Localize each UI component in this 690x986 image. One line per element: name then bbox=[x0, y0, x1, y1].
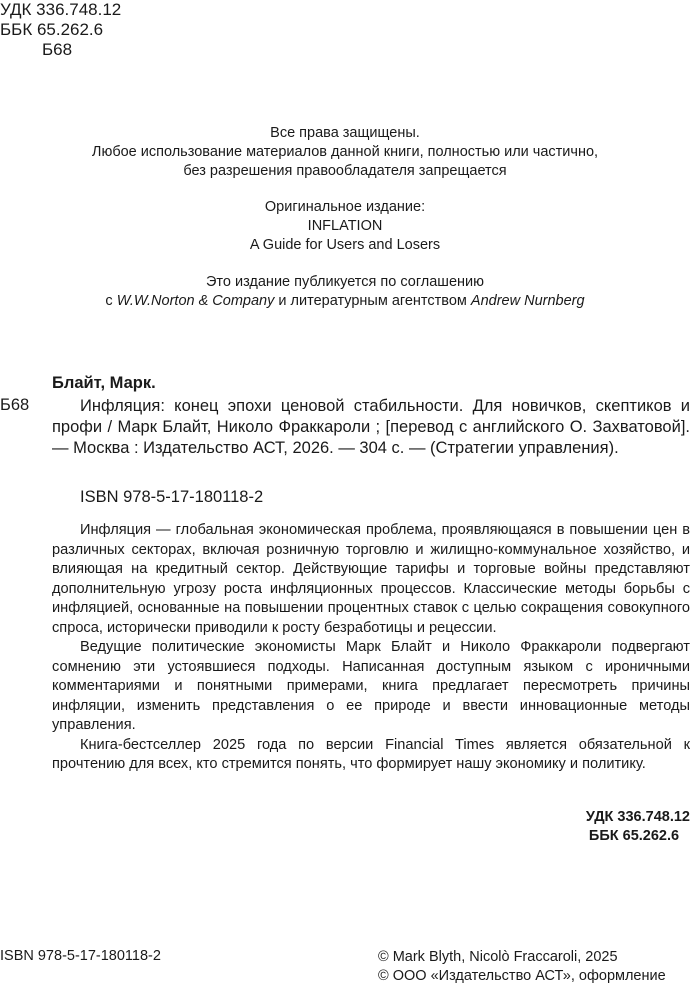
original-subtitle: A Guide for Users and Losers bbox=[249, 237, 441, 253]
original-edition bbox=[0, 198, 690, 255]
bbk-code: ББК 65.262.6 bbox=[0, 20, 104, 39]
original-label: Оригинальное издание: bbox=[264, 199, 426, 215]
rights-line-1: Все права защищены. bbox=[270, 125, 420, 141]
agreement-line-2 bbox=[0, 292, 690, 311]
agreement-middle: и литературным агентством bbox=[274, 293, 471, 309]
copyright-block bbox=[378, 948, 666, 986]
publication-agreement bbox=[0, 273, 690, 311]
bibliography-isbn: ISBN 978-5-17-180118-2 bbox=[80, 488, 264, 506]
bibliography-text: Инфляция: конец эпохи ценовой стабильности. Для новичков, скептиков и профи / Марк Блайт, Николо Фраккароли ; [перевод с английского О. Захватовой]. — Москва : Издательство АСТ, 2026. — 304 с. — (Стратегии управления). bbox=[52, 397, 690, 457]
bibliography-author-mark: Б68 bbox=[0, 396, 30, 414]
rights-line-3: без разрешения правообладателя запрещается bbox=[183, 163, 507, 179]
agreement-prefix: с bbox=[105, 293, 117, 309]
udk-code: УДК 336.748.12 bbox=[0, 0, 122, 19]
footer-isbn: ISBN 978-5-17-180118-2 bbox=[0, 948, 161, 964]
agreement-publisher: W.W.Norton & Company bbox=[116, 293, 275, 309]
classification-codes-bottom bbox=[586, 808, 690, 846]
annotation-paragraph-2: Ведущие политические экономисты Марк Блайт и Николо Фраккароли подвергают сомнению эти устоявшиеся подходы. Написанная доступным языком с ироничными комментариями и понятными примерами, книга предлагает пересмотреть причины инфляции, изменить представления о ее природе и ввести инновационные методы управления. bbox=[52, 639, 690, 733]
rights-line-2: Любое использование материалов данной книги, полностью или частично, bbox=[91, 144, 599, 160]
annotation-paragraph-3: Книга-бестселлер 2025 года по версии Financial Times является обязательной к прочтению для всех, кто стремится понять, что формирует нашу экономику и политику. bbox=[52, 736, 690, 772]
agreement-agency: Andrew Nurnberg bbox=[470, 293, 585, 309]
bbk-code-bottom: ББК 65.262.6 bbox=[588, 828, 680, 844]
annotation bbox=[52, 521, 690, 775]
copyright-authors: © Mark Blyth, Nicolò Fraccaroli, 2025 bbox=[378, 949, 618, 965]
rights-notice bbox=[0, 124, 690, 181]
agreement-line-1: Это издание публикуется по соглашению bbox=[205, 274, 484, 290]
original-title: INFLATION bbox=[307, 218, 383, 234]
bibliography-author: Блайт, Марк. bbox=[52, 374, 156, 392]
bibliography-record bbox=[52, 396, 690, 459]
author-mark: Б68 bbox=[42, 40, 73, 59]
annotation-paragraph-1: Инфляция — глобальная экономическая проблема, проявляющаяся в повышении цен в различных секторах, включая розничную торговлю и жилищно-коммунальное хозяйство, и влияющая на кредитный сектор. Действующие тарифы и торговые войны представляют дополнительную угрозу роста инфляционных процессов. Классические методы борьбы с инфляцией, основанные на повышении процентных ставок с целью сокращения совокупного спроса, исторически приводили к росту безработицы и рецессии. bbox=[52, 522, 690, 636]
udk-code-bottom: УДК 336.748.12 bbox=[585, 809, 690, 825]
classification-codes-top bbox=[0, 0, 121, 60]
copyright-publisher: © ООО «Издательство АСТ», оформление bbox=[378, 968, 666, 984]
